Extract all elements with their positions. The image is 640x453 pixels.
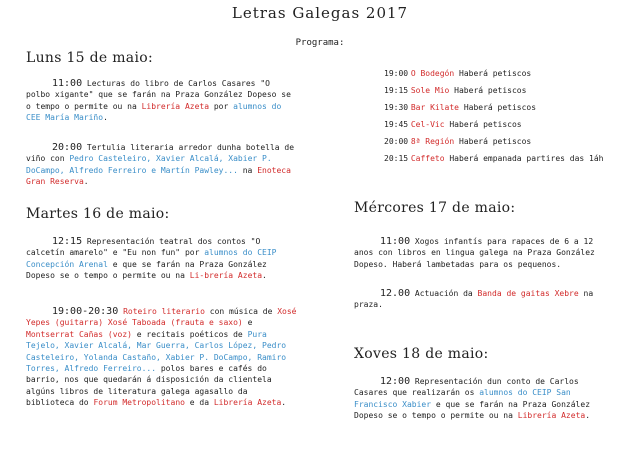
schedule-time: 19:15 bbox=[384, 86, 409, 95]
event-text: Lecturas do libro de Carlos Casares "O polbo xigante" que se farán na Praza González Dopeso se o tempo o permite ou na bbox=[26, 79, 291, 111]
bar-name-link[interactable]: Sole Mio bbox=[410, 86, 450, 95]
event-martes-1215 bbox=[26, 236, 298, 282]
event-text: . bbox=[585, 411, 591, 421]
event-xoves-1200 bbox=[354, 376, 616, 422]
route-link[interactable]: Roteiro literario bbox=[123, 307, 205, 316]
musician-link[interactable]: Montserrat Cañas (voz) bbox=[26, 329, 132, 339]
schedule-time: 19:30 bbox=[384, 103, 409, 112]
event-time: 12:00 bbox=[380, 376, 411, 387]
schedule-time: 19:45 bbox=[384, 120, 409, 129]
schedule-text: Haberá petiscos bbox=[454, 137, 532, 146]
event-time: 12.00 bbox=[380, 288, 411, 299]
schedule-text: Haberá petiscos bbox=[449, 86, 527, 95]
schedule-text: Haberá empanada partires das 1áh bbox=[444, 154, 604, 163]
poets-link[interactable]: Pura Tejelo, Xavier Alcalá, Mar Guerra, Carlos López, Pedro Casteleiro, Yolanda Castaño, Xabier P. DoCampo, Ramiro Torres, Alfredo Ferreiro... bbox=[26, 329, 287, 374]
schedule-row bbox=[384, 68, 624, 79]
event-text: e da bbox=[184, 398, 214, 408]
event-text: Xogos infantís para rapaces de 6 a 12 anos con libros en lingua galega na Praza González Dopeso. Haberá lambetadas para os pequenos. bbox=[354, 237, 595, 269]
schedule-row bbox=[384, 85, 624, 96]
program-subtitle: Programa: bbox=[295, 38, 345, 48]
schedule-row bbox=[384, 136, 624, 147]
day-heading-luns: Luns 15 de maio: bbox=[26, 50, 153, 66]
event-text: e bbox=[242, 318, 253, 328]
participants-link[interactable]: alumnos do CEIP Concepción Arenal bbox=[26, 248, 277, 269]
place-link[interactable]: Librería Azeta bbox=[213, 398, 282, 408]
event-text: . bbox=[103, 113, 108, 123]
event-time: 11:00 bbox=[380, 236, 411, 247]
participants-link[interactable]: Pedro Casteleiro, Xavier Alcalá, Xabier P. DoCampo, Alfredo Ferreiro e Martín Pawley... bbox=[26, 154, 272, 175]
event-text: Actuación da bbox=[410, 289, 478, 298]
bar-name-link[interactable]: O Bodegón bbox=[410, 69, 455, 78]
schedule-row bbox=[384, 119, 624, 130]
event-text: . bbox=[83, 177, 89, 187]
event-mercores-1100 bbox=[354, 236, 616, 270]
event-text: por bbox=[209, 101, 234, 111]
schedule-time: 20:00 bbox=[384, 137, 409, 146]
schedule-row bbox=[384, 102, 624, 113]
bar-name-link[interactable]: Bar Kilate bbox=[410, 103, 459, 112]
place-link[interactable]: Librería Azeta bbox=[141, 101, 210, 111]
event-text: e que se farán na Praza González Dopeso se o tempo o permite ou na bbox=[26, 259, 267, 281]
place-link[interactable]: Enoteca Gran Reserva bbox=[26, 165, 291, 187]
event-text: Representación teatral dos contos "O calcetín amarelo" e "Eu non fun" por bbox=[26, 237, 261, 258]
schedule-text: Haberá petiscos bbox=[454, 69, 532, 78]
bar-schedule bbox=[384, 68, 624, 164]
musician-link[interactable]: Xosé Yepes (guitarra) bbox=[26, 307, 297, 328]
bar-name-link[interactable]: Cel-Vic bbox=[410, 120, 445, 129]
event-time: 19:00-20:30 bbox=[52, 306, 119, 317]
event-luns-2000 bbox=[26, 142, 298, 188]
schedule-row bbox=[384, 153, 624, 164]
event-text: con música de bbox=[204, 307, 278, 316]
event-time: 12:15 bbox=[52, 236, 83, 247]
place-link[interactable]: Forum Metropolitano bbox=[93, 398, 185, 408]
day-heading-xoves: Xoves 18 de maio: bbox=[354, 346, 489, 362]
page-title: Letras Galegas 2017 bbox=[231, 4, 409, 22]
day-heading-martes: Martes 16 de maio: bbox=[26, 206, 170, 222]
event-text: . bbox=[281, 398, 287, 408]
schedule-time: 20:15 bbox=[384, 154, 409, 163]
event-text: na bbox=[237, 165, 258, 175]
participants-link[interactable]: alumnos do CEIP San Francisco Xabier bbox=[354, 388, 571, 409]
event-time: 20:00 bbox=[52, 142, 83, 153]
event-luns-1100 bbox=[26, 78, 298, 124]
bar-name-link[interactable]: Caffeto bbox=[410, 154, 445, 163]
event-time: 11:00 bbox=[52, 78, 83, 89]
event-martes-1900 bbox=[26, 306, 298, 409]
event-text: Tertulia literaria arredor dunha botella de viño con bbox=[26, 143, 295, 164]
event-text: e recitais poéticos de bbox=[131, 329, 248, 339]
event-text: e que se farán na Praza González Dopeso se o tempo o permite ou na bbox=[354, 399, 591, 421]
participants-link[interactable]: alumnos do CEE María Mariño bbox=[26, 101, 282, 123]
bar-name-link[interactable]: 8ª Región bbox=[410, 137, 455, 146]
event-text: na praza. bbox=[354, 289, 594, 310]
band-link[interactable]: Banda de gaitas Xebre bbox=[477, 289, 579, 298]
place-link[interactable]: Li-brería Azeta bbox=[189, 271, 263, 281]
event-mercores-1200 bbox=[354, 288, 616, 311]
event-text: polos bares e cafés do barrio, nos que quedarán á disposición da clientela algúns libros de literatura galega agasallo da biblioteca do bbox=[26, 364, 272, 408]
place-link[interactable]: Librería Azeta bbox=[517, 411, 586, 421]
event-text: Representación dun conto de Carlos Casares que realizarán os bbox=[354, 377, 579, 398]
day-heading-mercores: Mércores 17 de maio: bbox=[354, 200, 516, 216]
event-text: . bbox=[262, 271, 267, 281]
schedule-text: Haberá petiscos bbox=[459, 103, 537, 112]
schedule-time: 19:00 bbox=[384, 69, 409, 78]
musician-link[interactable]: Xosé Taboada (frauta e saxo) bbox=[107, 318, 243, 328]
schedule-text: Haberá petiscos bbox=[444, 120, 522, 129]
